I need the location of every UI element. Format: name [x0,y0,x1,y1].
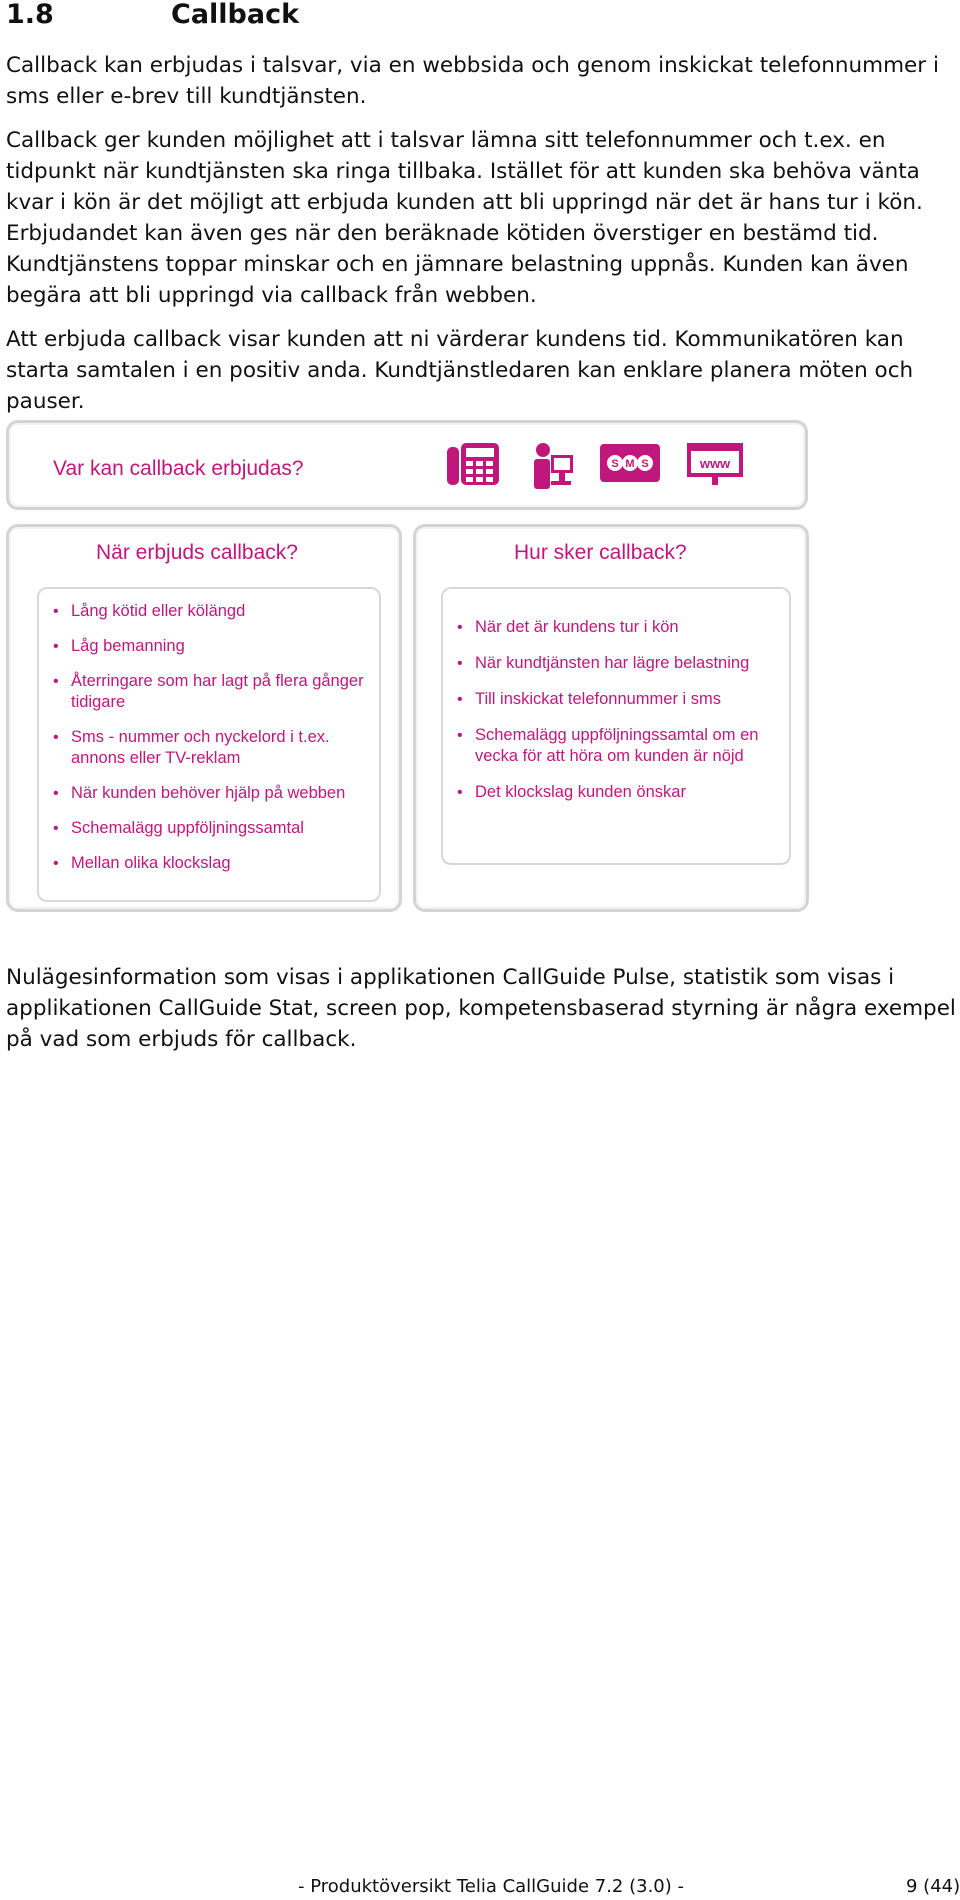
web-icon [685,441,745,491]
sms-icon-s1: S [611,458,619,470]
list-item: • När kundtjänsten har lägre belastning [455,653,785,674]
when-callback-box [6,524,402,912]
intro-paragraph: Callback kan erbjudas i talsvar, via en webbsida och genom inskickat telefonnummer i sms eller e-brev till kundtjänsten. [6,53,939,109]
list-item: • Lång kötid eller kölängd [51,601,376,622]
footer-page-number: 9 (44) [906,1876,960,1897]
how-callback-list [455,617,785,818]
list-item: • Mellan olika klockslag [51,853,376,874]
list-item: • Återringare som har lagt på flera gånger tidigare [51,671,376,713]
how-callback-box [413,524,809,912]
list-item: • Till inskickat telefonnummer i sms [455,689,785,710]
person-computer-icon [531,441,575,495]
details-paragraph: Callback ger kunden möjlighet att i talsvar lämna sitt telefonnummer och t.ex. en tidpunkt när kundtjänsten ska ringa tillbaka. Istället för att kunden ska behöva vänta kvar i kön är det möjligt att erbjuda kunden att bli uppringd när det är hans tur i kön. Erbjudandet kan även ges när den beräknade kötiden överstiger en bestämd tid. Kundtjänstens toppar minskar och en jämnare belastning uppnås. Kunden kan även begära att bli uppringd via callback från webben. [6,128,923,308]
when-callback-title: När erbjuds callback? [96,541,298,564]
benefits-paragraph: Att erbjuda callback visar kunden att ni värderar kundens tid. Kommunikatören kan starta samtalen i en positiv anda. Kundtjänstledaren kan enklare planera möten och pauser. [6,327,914,414]
web-icon-label: www [699,456,731,471]
how-callback-list-panel [441,587,791,865]
list-item: • Det klockslag kunden önskar [455,782,785,803]
list-item: • Schemalägg uppföljningssamtal [51,818,376,839]
list-item: • När det är kundens tur i kön [455,617,785,638]
sms-icon-s2: S [641,458,649,470]
list-item: • När kunden behöver hjälp på webben [51,783,376,804]
phone-icon [445,441,501,491]
when-callback-list-panel [37,587,381,902]
section-number: 1.8 [6,0,54,30]
list-item: • Sms - nummer och nyckelord i t.ex. annons eller TV-reklam [51,727,376,769]
where-callback-title: Var kan callback erbjudas? [53,457,304,480]
sms-icon-m: M [625,458,635,470]
section-title: Callback [171,0,300,30]
footer-document-title: - Produktöversikt Telia CallGuide 7.2 (3.0) - [298,1876,684,1897]
when-callback-list [51,601,376,888]
sms-icon [599,443,661,487]
section-heading [6,0,299,30]
list-item: • Schemalägg uppföljningssamtal om en vecka för att höra om kunden är nöjd [455,725,785,767]
list-item: • Låg bemanning [51,636,376,657]
how-callback-title: Hur sker callback? [514,541,687,564]
closing-paragraph: Nulägesinformation som visas i applikationen CallGuide Pulse, statistik som visas i applikationen CallGuide Stat, screen pop, kompetensbaserad styrning är några exempel på vad som erbjuds för callback. [6,965,956,1052]
where-callback-box [6,420,808,510]
